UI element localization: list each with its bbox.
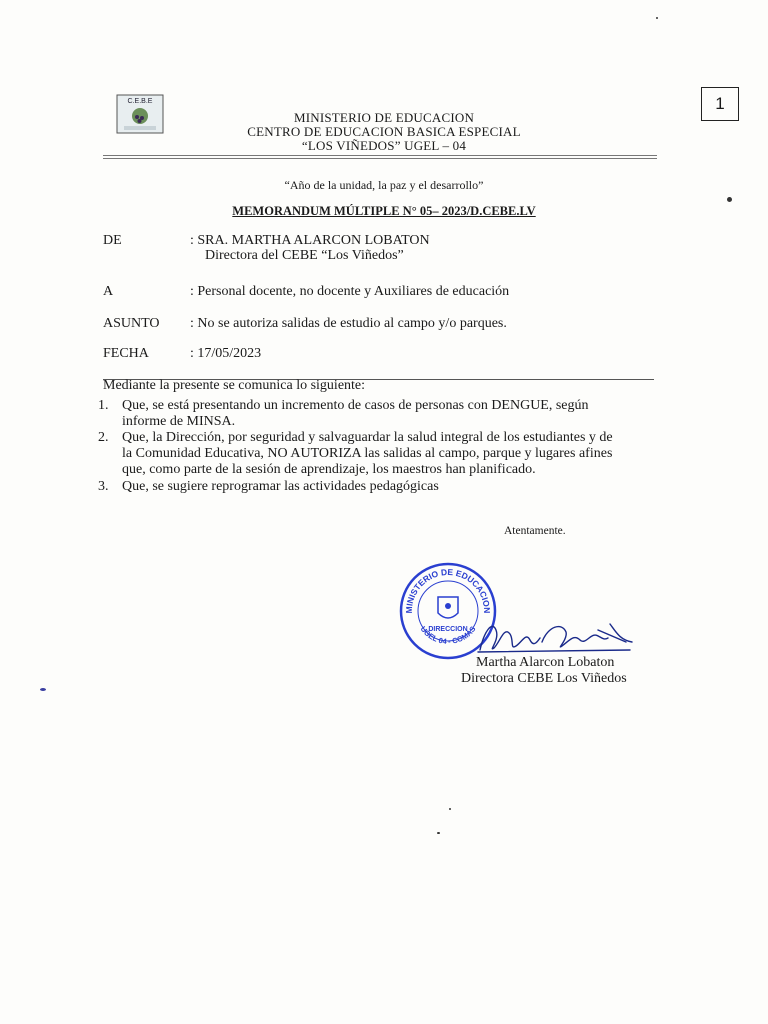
fecha-label: FECHA bbox=[103, 346, 149, 361]
intro-text: Mediante la presente se comunica lo siguiente: bbox=[103, 378, 366, 393]
de-role: Directora del CEBE “Los Viñedos” bbox=[205, 248, 404, 263]
scan-speck bbox=[656, 17, 658, 19]
item-number: 1. bbox=[98, 398, 109, 413]
header-divider-2 bbox=[103, 158, 657, 159]
page-number: 1 bbox=[701, 87, 739, 121]
header-divider bbox=[103, 155, 657, 156]
header-ministry: MINISTERIO DE EDUCACION bbox=[293, 110, 475, 125]
stamp-top-text: MINISTERIO DE EDUCACION bbox=[403, 566, 493, 614]
list-item bbox=[122, 479, 667, 495]
de-label: DE bbox=[103, 233, 122, 248]
handwritten-signature bbox=[470, 612, 638, 660]
fecha-value: : 17/05/2023 bbox=[190, 346, 262, 361]
item-line: Que, la Dirección, por seguridad y salvaguardar la salud integral de los estudiantes y de bbox=[122, 430, 613, 445]
de-value: : SRA. MARTHA ALARCON LOBATON bbox=[190, 233, 430, 248]
a-label: A bbox=[103, 284, 114, 299]
scan-speck bbox=[40, 688, 46, 691]
item-line: que, como parte de la sesión de aprendizaje, los maestros han planificado. bbox=[122, 462, 536, 477]
stamp-bottom-text: UGEL 04 - COMAS bbox=[418, 624, 478, 646]
a-value: : Personal docente, no docente y Auxiliares de educación bbox=[190, 284, 510, 299]
item-number: 2. bbox=[98, 430, 109, 445]
signer-role: Directora CEBE Los Viñedos bbox=[461, 671, 627, 686]
list-item bbox=[122, 430, 667, 478]
logo-text: C.E.B.E bbox=[127, 98, 153, 105]
item-line: Que, se está presentando un incremento de casos de personas con DENGUE, según bbox=[122, 398, 589, 413]
memo-title: MEMORANDUM MÚLTIPLE N° 05– 2023/D.CEBE.LV bbox=[232, 204, 536, 218]
header-center: CENTRO DE EDUCACION BASICA ESPECIAL bbox=[247, 124, 521, 139]
item-line: Que, se sugiere reprogramar las actividades pedagógicas bbox=[122, 479, 439, 494]
stamp-center-text: DIRECCION bbox=[428, 626, 468, 633]
header-school: “LOS VIÑEDOS” UGEL – 04 bbox=[301, 138, 467, 153]
item-line: informe de MINSA. bbox=[122, 414, 236, 429]
scan-speck bbox=[727, 197, 732, 202]
list-item bbox=[122, 398, 667, 430]
scan-speck bbox=[437, 832, 440, 834]
item-line: la Comunidad Educativa, NO AUTORIZA las salidas al campo, parque y lugares afines bbox=[122, 446, 613, 461]
year-motto: “Año de la unidad, la paz y el desarrollo” bbox=[284, 178, 484, 192]
asunto-value: : No se autoriza salidas de estudio al campo y/o parques. bbox=[190, 316, 507, 331]
scan-speck bbox=[449, 808, 451, 810]
closing-text: Atentamente. bbox=[504, 525, 566, 537]
asunto-label: ASUNTO bbox=[103, 316, 160, 331]
signer-name: Martha Alarcon Lobaton bbox=[476, 655, 615, 670]
item-number: 3. bbox=[98, 479, 109, 494]
